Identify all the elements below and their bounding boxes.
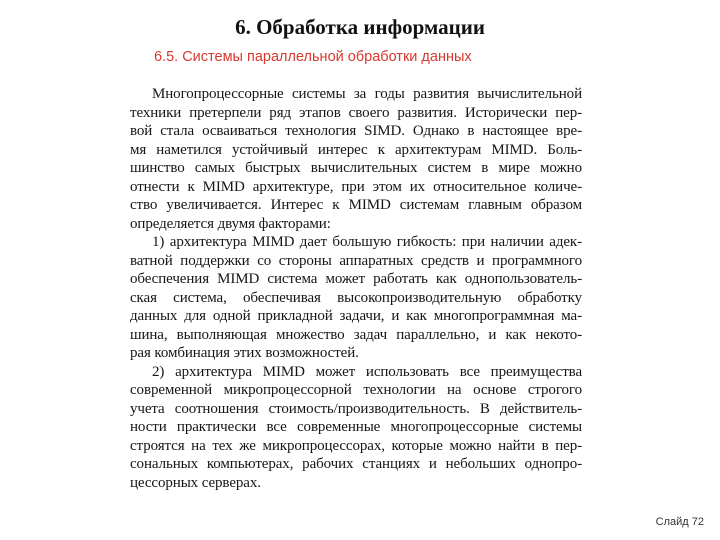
text-line: данных для одной прикладной задачи, и как многопрограммная ма- (130, 308, 582, 324)
text-line: цессорных серверах. (130, 474, 261, 491)
scanned-text-block (130, 85, 582, 492)
text-line: современной микропроцессорной технологии на основе строгого (130, 382, 582, 398)
text-line: техники претерпели ряд этапов своего развития. Исторически пер- (130, 104, 582, 121)
text-line: 2) архитектура MIMD может использовать все преимущества (152, 363, 582, 380)
text-line: шинство самых быстрых вычислительных систем в мире можно (130, 160, 582, 176)
text-line: вой стала осваиваться технология SIMD. Однако в настоящее вре- (130, 123, 582, 139)
text-line: Многопроцессорные системы за годы развития вычислительной (152, 86, 582, 102)
slide-number: Слайд 72 (655, 516, 704, 528)
text-line: определяется двумя факторами: (130, 215, 331, 232)
text-line: сональных компьютерах, рабочих станциях и небольших однопро- (130, 456, 582, 472)
text-line: обеспечения MIMD система может работать как однопользователь- (130, 271, 582, 287)
text-line: ности практически все современные многопроцессорные системы (130, 419, 582, 435)
slide-title: 6. Обработка информации (235, 15, 485, 39)
text-line: мя наметился устойчивый интерес к архитектурам MIMD. Боль- (130, 141, 582, 158)
text-line: ская система, обеспечивая высокопроизводительную обработку (130, 289, 582, 306)
text-line: 1) архитектура MIMD дает большую гибкость: при наличии адек- (152, 234, 582, 250)
text-line: ватной поддержки со стороны аппаратных средств и программного (130, 252, 582, 269)
text-line: строятся на тех же микропроцессорах, которые можно найти в пер- (130, 437, 582, 454)
text-line: шина, выполняющая множество задач параллельно, и как некото- (130, 326, 582, 343)
text-line: отнести к MIMD архитектуре, при этом их относительное количе- (130, 178, 582, 195)
text-line: рая комбинация этих возможностей. (130, 345, 359, 361)
slide-subtitle: 6.5. Системы параллельной обработки данных (154, 49, 472, 65)
text-line: ство увеличивается. Интерес к MIMD системам главным образом (130, 197, 582, 213)
text-line: учета соотношения стоимость/производительность. В действитель- (130, 400, 582, 417)
